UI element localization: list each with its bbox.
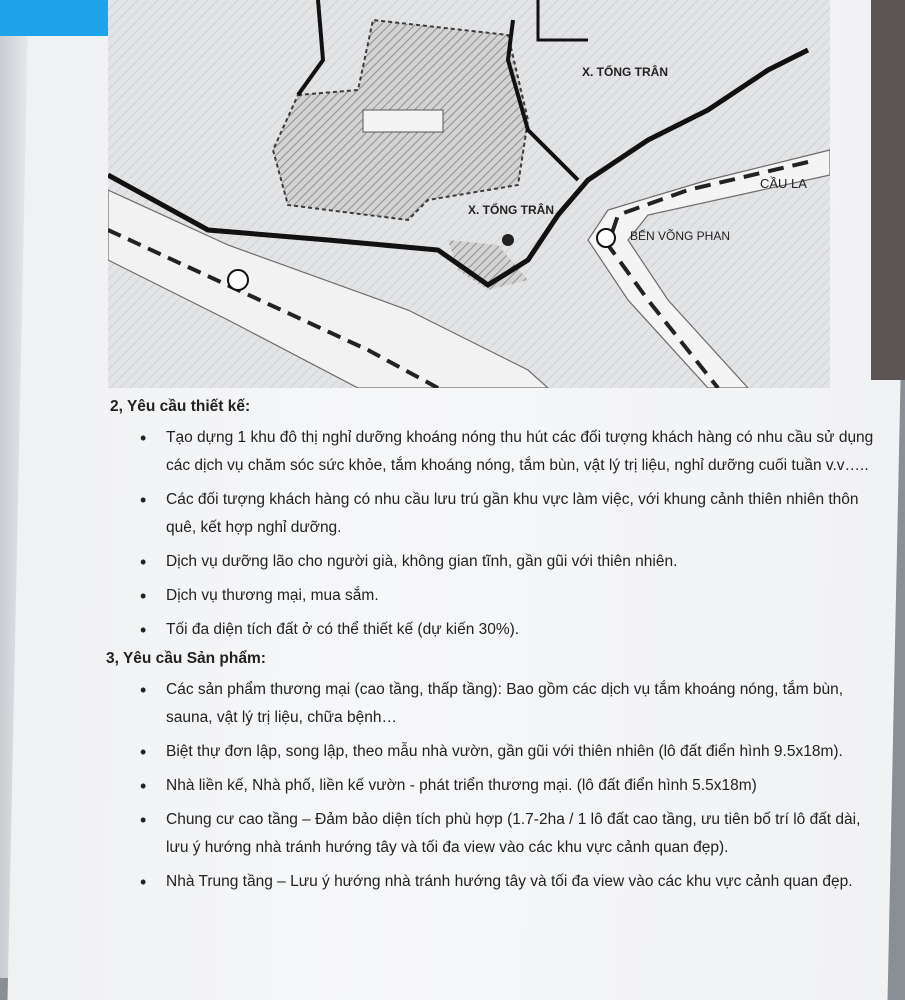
section-3-heading: 3, Yêu cầu Sản phẩm:: [106, 650, 266, 667]
map-label-x-tong-tran-top: X. TỐNG TRÂN: [582, 65, 668, 79]
bullet-icon: •: [140, 586, 147, 606]
bullet-icon: •: [140, 490, 147, 510]
list-item: • Các sản phẩm thương mại (cao tầng, thấp tầng): Bao gồm các dịch vụ tắm khoáng nóng, tắm bùn, sauna, vật lý trị liệu, chữa bệnh…: [110, 676, 880, 732]
background-corner: [871, 0, 905, 380]
list-item: • Các đối tượng khách hàng có nhu cầu lưu trú gần khu vực làm việc, với khung cảnh thiên nhiên thôn quê, kết hợp nghỉ dưỡng.: [110, 486, 880, 542]
list-item: • Tối đa diện tích đất ở có thể thiết kế (dự kiến 30%).: [110, 616, 880, 644]
bullet-icon: •: [140, 742, 147, 762]
bullet-icon: •: [140, 428, 147, 448]
map-label-ben-vong-phan: BẾN VÕNG PHAN: [630, 229, 731, 243]
list-item: • Biệt thự đơn lập, song lập, theo mẫu nhà vườn, gần gũi với thiên nhiên (lô đất điển hình 9.5x18m).: [110, 738, 880, 766]
list-item: • Chung cư cao tầng – Đảm bảo diện tích phù hợp (1.7-2ha / 1 lô đất cao tầng, ưu tiên bố trí lô đất dài, lưu ý hướng nhà tránh hướng tây và tối đa view vào các khu vực cảnh quan đẹp).: [110, 806, 880, 862]
section-2-list: [110, 424, 880, 644]
planning-map: [108, 0, 830, 388]
bullet-icon: •: [140, 620, 147, 640]
map-label-cau-la: CẦU LA: [760, 176, 807, 191]
bullet-icon: •: [140, 872, 147, 892]
section-2-heading: 2, Yêu cầu thiết kế:: [110, 398, 251, 415]
map-label-x-tong-tran-mid: X. TỐNG TRÂN: [468, 203, 554, 217]
bullet-icon: •: [140, 552, 147, 572]
bullet-icon: •: [140, 776, 147, 796]
list-item: • Nhà liền kế, Nhà phố, liền kế vườn - phát triển thương mại. (lô đất điển hình 5.5x18m): [110, 772, 880, 800]
list-item: • Dịch vụ dưỡng lão cho người già, không gian tĩnh, gần gũi với thiên nhiên.: [110, 548, 880, 576]
list-item: • Nhà Trung tầng – Lưu ý hướng nhà tránh hướng tây và tối đa view vào các khu vực cảnh quan đẹp.: [110, 868, 880, 896]
bullet-icon: •: [140, 680, 147, 700]
list-item: • Tạo dựng 1 khu đô thị nghỉ dưỡng khoáng nóng thu hút các đối tượng khách hàng có nhu cầu sử dụng các dịch vụ chăm sóc sức khỏe, tắm khoáng nóng, tắm bùn, vật lý trị liệu, nghỉ dưỡng cuối tuần v.v…..: [110, 424, 880, 480]
bullet-icon: •: [140, 810, 147, 830]
list-item: • Dịch vụ thương mại, mua sắm.: [110, 582, 880, 610]
section-3-list: [110, 676, 880, 896]
document-text: [106, 398, 880, 902]
